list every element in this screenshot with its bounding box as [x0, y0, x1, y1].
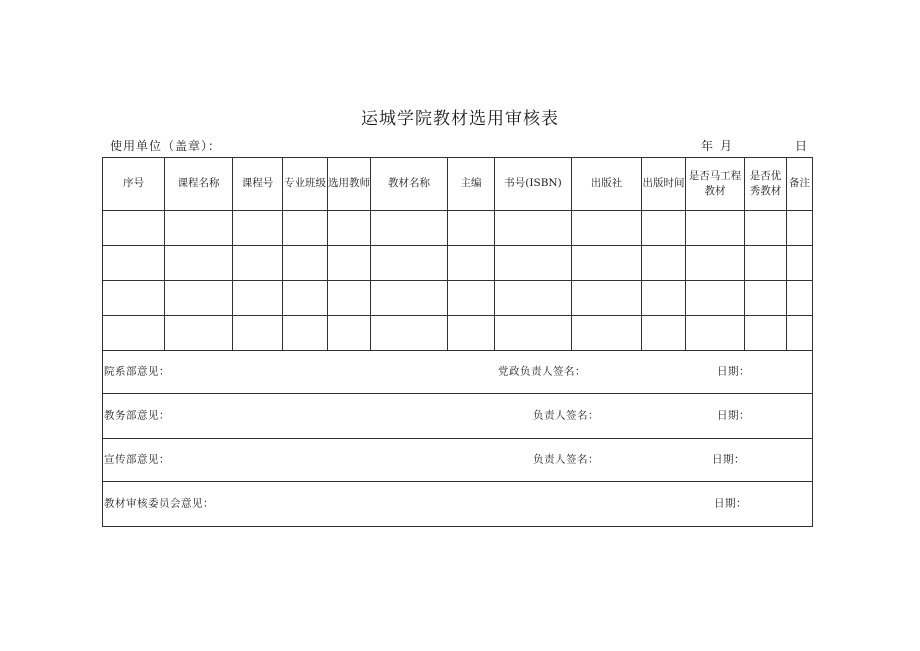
- header-cell-index: 序号: [103, 158, 165, 211]
- table-cell[interactable]: [103, 281, 165, 316]
- opinion-cell[interactable]: [103, 351, 813, 394]
- header-cell-major-class: 专业班级: [283, 158, 328, 211]
- table-cell[interactable]: [165, 281, 233, 316]
- header-row: [103, 158, 813, 211]
- table-cell[interactable]: [103, 246, 165, 281]
- header-cell-course-name: 课程名称: [165, 158, 233, 211]
- table-cell[interactable]: [371, 246, 448, 281]
- table-cell[interactable]: [283, 316, 328, 351]
- date-label: 日期：: [717, 409, 750, 422]
- table-cell[interactable]: [572, 281, 642, 316]
- header-cell-editor: 主编: [448, 158, 495, 211]
- table-cell[interactable]: [745, 211, 787, 246]
- table-cell[interactable]: [572, 246, 642, 281]
- year-label: 年: [701, 139, 715, 153]
- table-cell[interactable]: [642, 246, 686, 281]
- table-cell[interactable]: [328, 316, 371, 351]
- table-cell[interactable]: [371, 281, 448, 316]
- table-cell[interactable]: [572, 211, 642, 246]
- header-cell-course-code: 课程号: [233, 158, 283, 211]
- unit-label: 使用单位（盖章）：: [110, 139, 222, 153]
- table-cell[interactable]: [371, 316, 448, 351]
- header-cell-marx-project: 是否马工程教材: [686, 158, 745, 211]
- table-cell[interactable]: [448, 316, 495, 351]
- table-cell[interactable]: [233, 211, 283, 246]
- table-cell[interactable]: [787, 316, 813, 351]
- table-row: [103, 211, 813, 246]
- table-cell[interactable]: [165, 211, 233, 246]
- table-cell[interactable]: [495, 246, 572, 281]
- table-cell[interactable]: [165, 316, 233, 351]
- opinion-row-department: [103, 351, 813, 394]
- table-cell[interactable]: [642, 281, 686, 316]
- opinion-row-committee: [103, 482, 813, 527]
- department-opinion-label: 院系部意见：: [104, 365, 170, 378]
- date-label: 日期：: [717, 365, 750, 378]
- table-cell[interactable]: [103, 211, 165, 246]
- table-cell[interactable]: [686, 246, 745, 281]
- leader-signature-label: 负责人签名：: [533, 409, 599, 422]
- table-cell[interactable]: [448, 211, 495, 246]
- header-cell-textbook-name: 教材名称: [371, 158, 448, 211]
- table-row: [103, 316, 813, 351]
- header-cell-teacher: 选用教师: [328, 158, 371, 211]
- table-cell[interactable]: [686, 211, 745, 246]
- table-cell[interactable]: [283, 281, 328, 316]
- table-cell[interactable]: [328, 246, 371, 281]
- party-leader-signature-label: 党政负责人签名：: [498, 365, 586, 378]
- table-cell[interactable]: [328, 281, 371, 316]
- table-cell[interactable]: [787, 281, 813, 316]
- opinion-row-publicity: [103, 439, 813, 482]
- table-cell[interactable]: [448, 246, 495, 281]
- table-cell[interactable]: [103, 316, 165, 351]
- opinion-cell[interactable]: [103, 482, 813, 527]
- table-cell[interactable]: [787, 246, 813, 281]
- date-label: 日期：: [714, 497, 747, 510]
- table-cell[interactable]: [165, 246, 233, 281]
- table-cell[interactable]: [233, 246, 283, 281]
- table-cell[interactable]: [745, 281, 787, 316]
- academic-affairs-opinion-label: 教务部意见：: [104, 409, 170, 422]
- table-cell[interactable]: [642, 211, 686, 246]
- day-label: 日: [795, 139, 809, 153]
- table-cell[interactable]: [448, 281, 495, 316]
- table-cell[interactable]: [233, 316, 283, 351]
- table-cell[interactable]: [572, 316, 642, 351]
- table-cell[interactable]: [745, 246, 787, 281]
- header-cell-excellent: 是否优秀教材: [745, 158, 787, 211]
- publicity-opinion-label: 宣传部意见：: [104, 453, 170, 466]
- date-label: 日期：: [712, 453, 745, 466]
- table-cell[interactable]: [787, 211, 813, 246]
- table-cell[interactable]: [495, 211, 572, 246]
- table-cell[interactable]: [495, 281, 572, 316]
- month-label: 月: [720, 139, 734, 153]
- opinion-cell[interactable]: [103, 394, 813, 439]
- table-cell[interactable]: [371, 211, 448, 246]
- table-cell[interactable]: [495, 316, 572, 351]
- table-cell[interactable]: [745, 316, 787, 351]
- page-title: 运城学院教材选用审核表: [361, 109, 559, 129]
- table-cell[interactable]: [686, 316, 745, 351]
- opinion-cell[interactable]: [103, 439, 813, 482]
- table-cell[interactable]: [233, 281, 283, 316]
- header-cell-isbn: 书号(ISBN): [495, 158, 572, 211]
- table-row: [103, 246, 813, 281]
- opinion-row-academic-affairs: [103, 394, 813, 439]
- table-cell[interactable]: [642, 316, 686, 351]
- table-cell[interactable]: [283, 211, 328, 246]
- header-cell-publish-date: 出版时间: [642, 158, 686, 211]
- committee-opinion-label: 教材审核委员会意见：: [104, 497, 214, 510]
- table-row: [103, 281, 813, 316]
- table-cell[interactable]: [686, 281, 745, 316]
- leader-signature-label: 负责人签名：: [533, 453, 599, 466]
- header-cell-remarks: 备注: [787, 158, 813, 211]
- table-cell[interactable]: [328, 211, 371, 246]
- table-cell[interactable]: [283, 246, 328, 281]
- header-cell-publisher: 出版社: [572, 158, 642, 211]
- textbook-review-table: [102, 157, 813, 527]
